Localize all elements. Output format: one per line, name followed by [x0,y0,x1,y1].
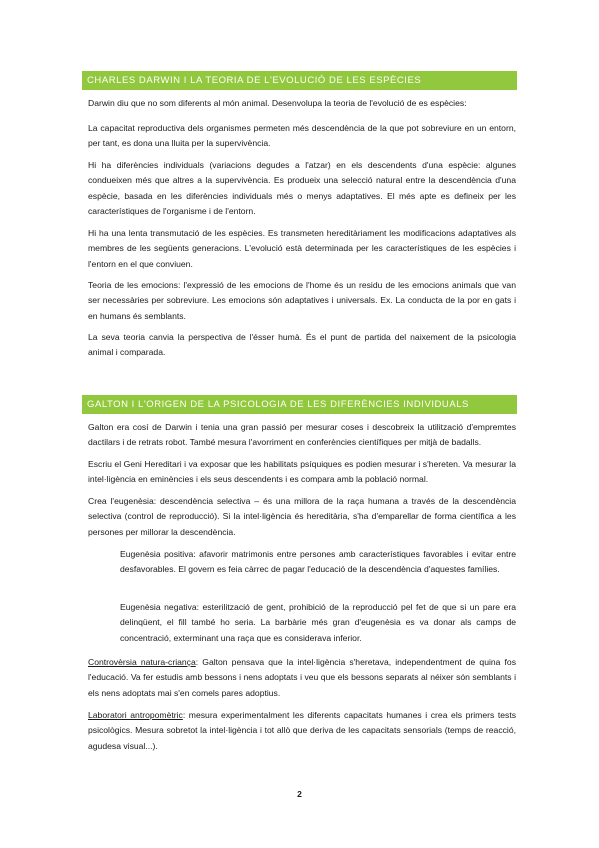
term-laboratori: Laboratori antropomètric [88,710,183,720]
section-heading-galton: GALTON I L'ORIGEN DE LA PSICOLOGIA DE LES DIFERÈNCIES INDIVIDUALS [82,395,517,414]
paragraph: La seva teoria canvia la perspectiva de l'ésser humà. És el punt de partida del naixement de la psicologia animal i comparada. [88,332,516,358]
indented-paragraph-negative: Eugenèsia negativa: esterilització de gent, prohibició de la reproducció pel fet de que si un pare era delinqüent, el fill també ho seria. La barbàrie més gran d'eugenèsia es va donar als camps de concentració, exterminant una raça que es considerava inferior. [120,602,516,643]
paragraph: Darwin diu que no som diferents al món animal. Desenvolupa la teoria de l'evolució de es espècies: [88,98,467,108]
page-number: 2 [297,789,302,799]
indented-paragraph-positive: Eugenèsia positiva: afavorir matrimonis entre persones amb característiques favorables i evitar entre desfavorables. El govern es feia càrrec de pagar l'educació de la descendència d'aquestes famílies. [120,549,516,575]
paragraph: Hi ha diferències individuals (variacions degudes a l'atzar) en els descendents d'una espècie: algunes condueixen més que altres a la supervivència. Es produeix una selecció natural entre la descendència d'una espècie, basada en les diferències individuals més o menys adaptatives. El més apte es defineix per les característiques de l'organisme i de l'entorn. [88,160,516,217]
paragraph-laboratori [88,708,516,754]
paragraph: Hi ha una lenta transmutació de les espècies. Es transmeten hereditàriament les modificacions adaptatives als membres de les següents generacions. L'evolució està determinada per les característiques de les espècies i l'entorn en el que conviuen. [88,228,516,269]
text-laboratori: : mesura experimentalment les diferents capacitats humanes i crea els primers tests psicològics. Mesura sobretot la intel·ligència i tot allò que deriva de les capacitats sensorials (temps de reacció, agudesa visual...). [88,710,517,751]
paragraph: Escriu el Geni Hereditari i va exposar que les habilitats psíquiques es podien mesurar i s'hereten. Va mesurar la intel·ligència en eminències i els seus descendents i es compara amb la població normal. [88,459,516,485]
term-controversia: Controvèrsia natura-criança [88,657,196,667]
paragraph: Teoria de les emocions: l'expressió de les emocions de l'home és un residu de les emocions animals que van ser necessàries per sobreviure. Les emocions són adaptatives i universals. Ex. La conducta de la por en gats i en humans és semblants. [88,280,516,321]
paragraph-controversia [88,655,516,701]
paragraph: La capacitat reproductiva dels organismes permeten més descendència de la que pot sobreviure en un entorn, per tant, es dona una lluita per la supervivència. [88,123,516,149]
section-heading-darwin: CHARLES DARWIN I LA TEORIA DE L'EVOLUCIÓ DE LES ESPÈCIES [82,71,517,90]
paragraph: Crea l'eugenèsia: descendència selectiva – és una millora de la raça humana a través de la descendència selectiva (control de reproducció). Si la intel·ligència és hereditària, s'ha d'emparellar de forma científica a les persones per millorar la descendència. [88,496,516,537]
text-controversia: : Galton pensava que la intel·ligència s'heretava, independentment de quina fos l'educació. Va fer estudis amb bessons i nens adoptats i veu que els bessons separats al néixer són semblants i els nens adoptats mai s'en comels pares adoptius. [88,657,517,698]
paragraph: Galton era cosí de Darwin i tenia una gran passió per mesurar coses i descobreix la utilització d'empremtes dactilars i de retrats robot. També mesura l'avorriment en conferències científiques per mitjà de badalls. [88,422,516,448]
